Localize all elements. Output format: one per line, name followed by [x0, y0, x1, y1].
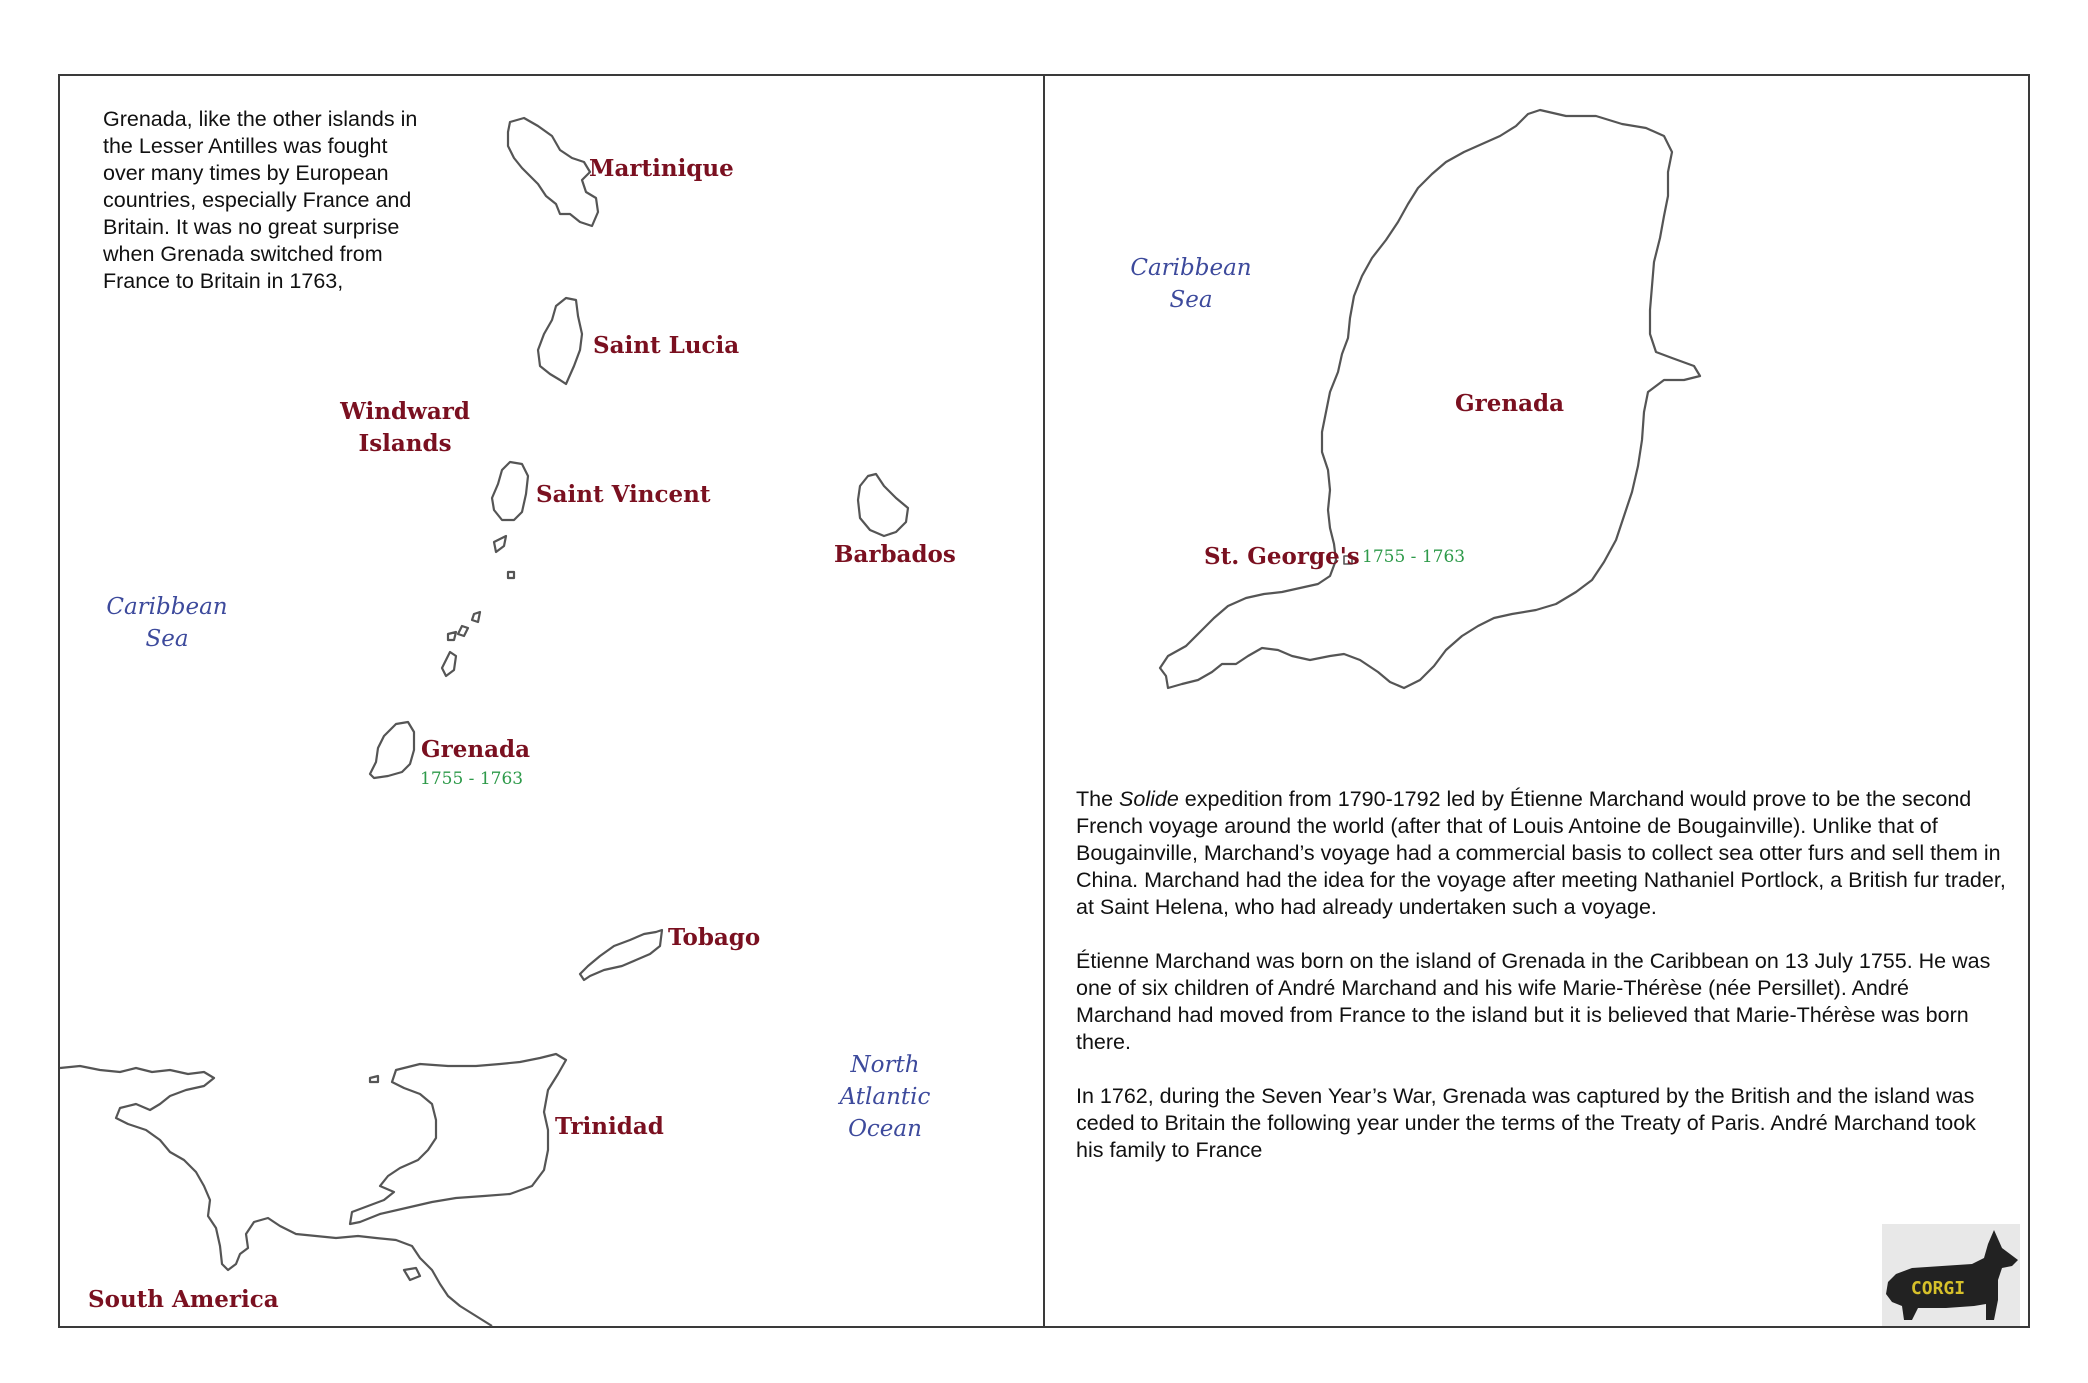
grenadine-3: [472, 612, 480, 622]
paragraph-1-part1: The: [1076, 787, 1120, 811]
label-caribbean-sea-right: [1124, 252, 1258, 316]
label-north-line1: North: [850, 1052, 920, 1078]
label-grenada-dates-left: 1755 - 1763: [420, 769, 524, 789]
label-barbados: Barbados: [834, 541, 956, 568]
paragraph-1-ship-name: Solide: [1119, 787, 1179, 811]
grenadine-5: [448, 632, 456, 640]
article-text: [1076, 786, 2006, 1191]
label-caribbean-line1: Caribbean: [106, 594, 228, 620]
saint-lucia-outline: [538, 298, 582, 384]
grenada-small-outline: [370, 722, 414, 778]
small-islet: [370, 1076, 378, 1082]
paragraph-1-part2: expedition from 1790-1792 led by Étienne Marchand would prove to be the second French voyage around the world (after that of Louis Antoine de Bougainville). Unlike that of Bougainville, Marchand’s voyage had a commercial basis to collect sea otter furs and sell them in China. Marchand had the idea for the voyage after meeting Nathaniel Portlock, a British fur trader, at Saint Helena, who had already undertaken such a voyage.: [1076, 787, 2006, 919]
label-st-georges: St. George's: [1204, 543, 1360, 570]
grenadine-2: [508, 572, 514, 578]
label-caribbean-right-line1: Caribbean: [1130, 255, 1252, 281]
label-north-line2: Atlantic: [839, 1084, 931, 1110]
label-saint-lucia: Saint Lucia: [593, 332, 740, 359]
martinique-outline: [508, 118, 598, 226]
logo-text: CORGI: [1910, 1278, 1966, 1299]
label-trinidad: Trinidad: [555, 1113, 664, 1140]
grenadine-1: [494, 536, 506, 552]
trinidad-outline: [350, 1054, 566, 1224]
label-saint-vincent: Saint Vincent: [536, 481, 711, 508]
paragraph-3: In 1762, during the Seven Year’s War, Grenada was captured by the British and the island was ceded to Britain the following year under the terms of the Treaty of Paris. André Marchand took his family to France: [1076, 1084, 1976, 1162]
intro-text: Grenada, like the other islands in the Lesser Antilles was fought over many times by European countries, especially France and Britain. It was no great surprise when Grenada switched from France to Britain in 1763,: [103, 107, 418, 293]
paragraph-2: Étienne Marchand was born on the island of Grenada in the Caribbean on 13 July 1755. He was one of six children of André Marchand and his wife Marie-Thérèse (née Persillet). André Marchand had moved from France to the island but it is believed that Marie-Thérèse was born there.: [1076, 949, 1991, 1054]
label-windward-line2: Islands: [358, 430, 452, 457]
tobago-outline: [580, 930, 662, 980]
label-caribbean-right-line2: Sea: [1169, 287, 1213, 313]
corgi-logo: [1882, 1224, 2020, 1326]
grenada-large-outline: [1160, 110, 1700, 688]
label-windward-line1: Windward: [340, 398, 470, 425]
label-windward-islands: [340, 396, 470, 460]
label-grenada-right: Grenada: [1455, 390, 1565, 417]
label-st-georges-dates: 1755 - 1763: [1362, 547, 1466, 567]
grenadine-4: [458, 626, 468, 636]
label-caribbean-line2: Sea: [145, 626, 189, 652]
label-north-atlantic-ocean: [820, 1049, 950, 1145]
label-caribbean-sea-left: [100, 591, 234, 655]
paragraph-1: [1076, 786, 2006, 921]
south-america-coast-2: [404, 1268, 420, 1280]
grenadine-6: [442, 652, 456, 676]
corgi-dog-icon: [1882, 1224, 2020, 1326]
label-martinique: Martinique: [589, 155, 734, 182]
label-south-america: South America: [88, 1286, 279, 1313]
barbados-outline: [858, 474, 908, 536]
saint-vincent-outline: [492, 462, 528, 520]
label-north-line3: Ocean: [848, 1116, 922, 1142]
label-grenada-left: Grenada: [421, 736, 531, 763]
label-tobago: Tobago: [668, 924, 761, 951]
